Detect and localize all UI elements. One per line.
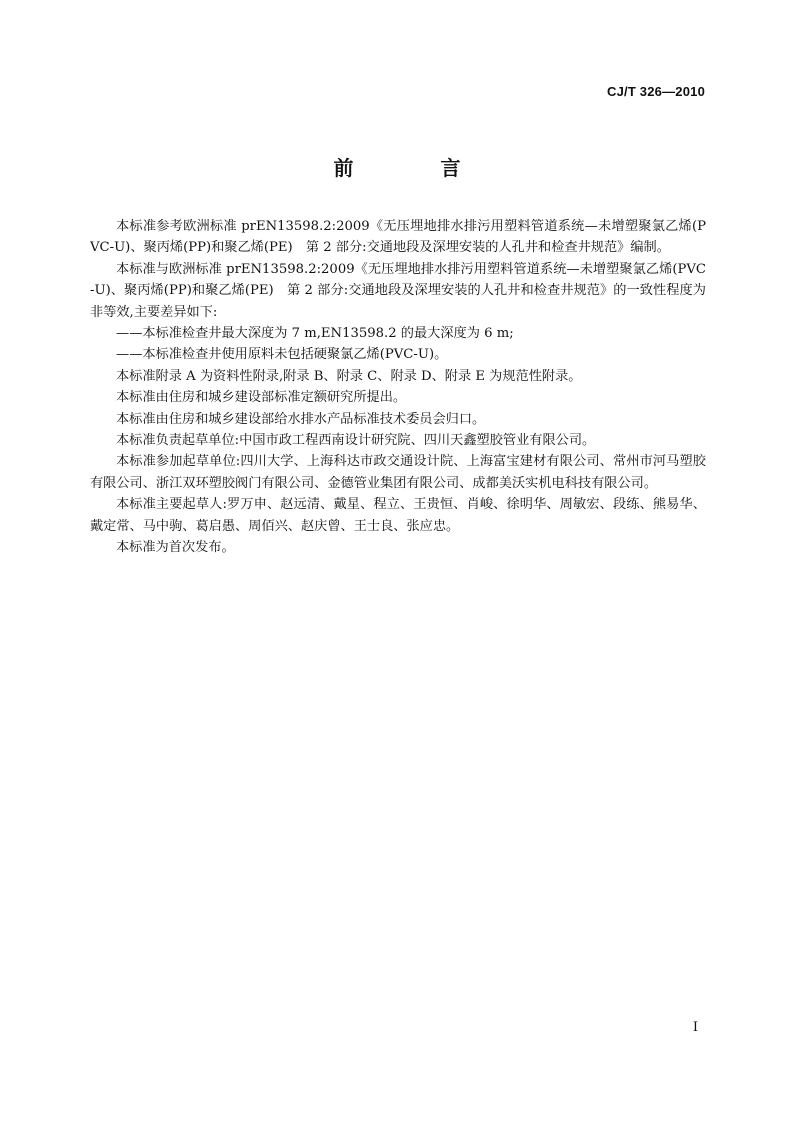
- page-number: I: [692, 1020, 698, 1035]
- paragraph-reference: 本标准参考欧洲标准 prEN13598.2:2009《无压埋地排水排污用塑料管道系统—未增塑聚氯乙烯(PVC-U)、聚丙烯(PP)和聚乙烯(PE) 第 2 部分:交通地段及深埋安装的人孔井和检查井规范》编制。: [90, 219, 706, 256]
- page-title: 前 言: [333, 156, 501, 180]
- paragraph-proposed-by: 本标准由住房和城乡建设部标准定额研究所提出。: [116, 390, 407, 406]
- paragraph-main-drafters: 本标准主要起草人:罗万申、赵远清、戴星、程立、王贵恒、肖峻、徐明华、周敏宏、段练、熊易华、戴定常、马中驹、葛启愚、周佰兴、赵庆曾、王士良、张应忠。: [90, 497, 706, 534]
- paragraph-consistency: 本标准与欧洲标准 prEN13598.2:2009《无压埋地排水排污用塑料管道系统—未增塑聚氯乙烯(PVC-U)、聚丙烯(PP)和聚乙烯(PE) 第 2 部分:交通地段及深埋安装的人孔井和检查井规范》的一致性程度为非等效,主要差异如下:: [90, 261, 706, 320]
- paragraph-appendix: 本标准附录 A 为资料性附录,附录 B、附录 C、附录 D、附录 E 为规范性附录。: [116, 368, 582, 384]
- paragraph-administered-by: 本标准由住房和城乡建设部给水排水产品标准技术委员会归口。: [116, 411, 486, 427]
- foreword-body: [90, 216, 706, 559]
- paragraph-difference-material: ——本标准检查井使用原料未包括硬聚氯乙烯(PVC-U)。: [116, 347, 448, 363]
- paragraph-lead-drafters: 本标准负责起草单位:中国市政工程西南设计研究院、四川天鑫塑胶管业有限公司。: [116, 433, 596, 449]
- standard-code: CJ/T 326—2010: [607, 84, 705, 99]
- paragraph-participating-drafters: 本标准参加起草单位:四川大学、上海科达市政交通设计院、上海富宝建材有限公司、常州市河马塑胶有限公司、浙江双环塑胶阀门有限公司、金德管业集团有限公司、成都美沃实机电科技有限公司。: [90, 454, 706, 491]
- paragraph-difference-depth: ——本标准检查井最大深度为 7 m,EN13598.2 的最大深度为 6 m;: [116, 326, 514, 342]
- paragraph-first-release: 本标准为首次发布。: [116, 540, 235, 556]
